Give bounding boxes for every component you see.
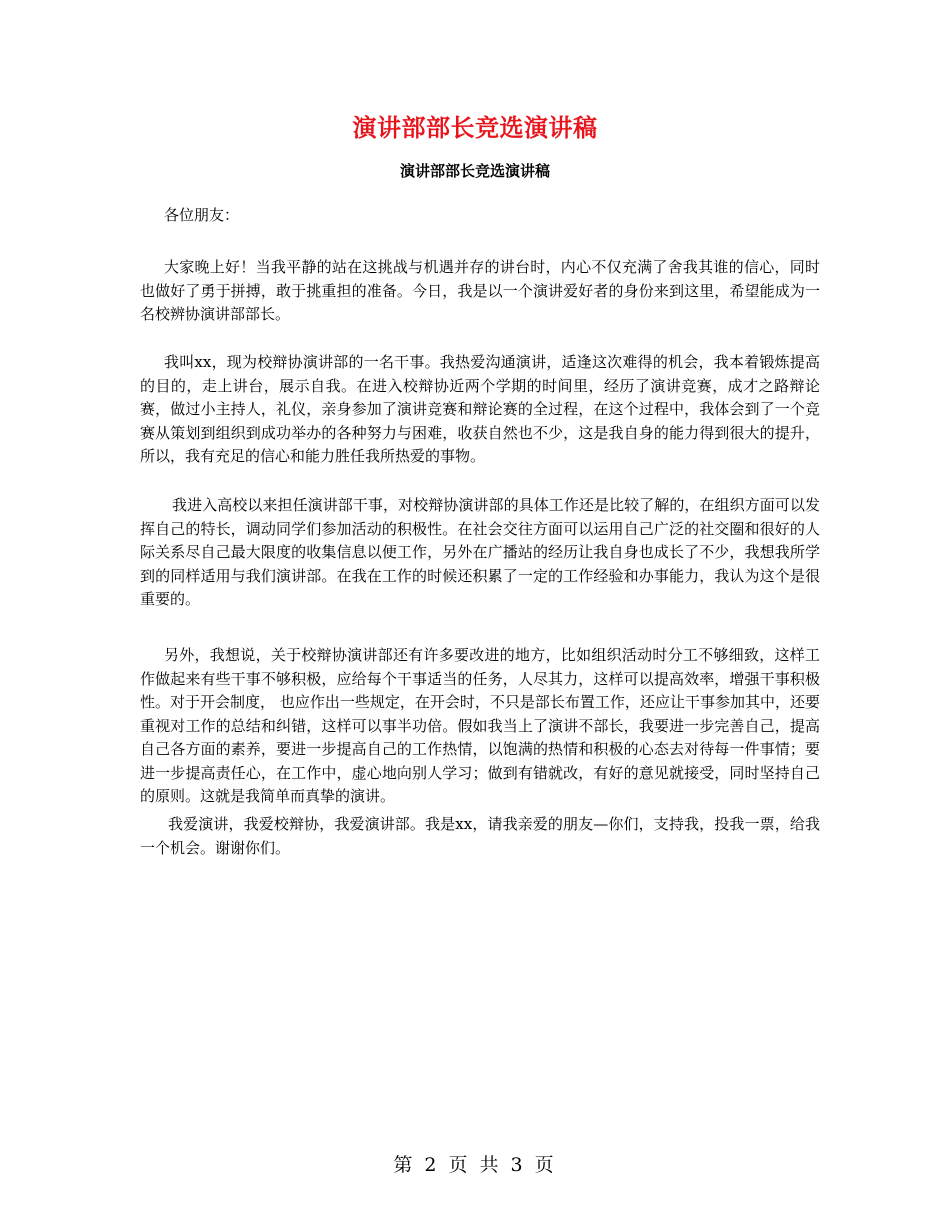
paragraph-2: 我叫xx，现为校辩协演讲部的一名干事。我热爱沟通演讲，适逢这次难得的机会，我本着锻炼提高的目的，走上讲台，展示自我。在进入校辩协近两个学期的时间里，经历了演讲竞赛，成才之路辩论赛，做过小主持人，礼仪，亲身参加了演讲竞赛和辩论赛的全过程，在这个过程中，我体会到了一个竞赛从策划到组织到成功举办的各种努力与困难，收获自然也不少，这是我自身的能力得到很大的提升，所以，我有充足的信心和能力胜任我所热爱的事物。 (140, 353, 820, 465)
document-subtitle: 演讲部部长竞选演讲稿 (399, 162, 550, 180)
salutation: 各位朋友： (164, 206, 240, 224)
paragraph-1: 大家晚上好！当我平静的站在这挑战与机遇并存的讲台时，内心不仅充满了舍我其谁的信心，同时也做好了勇于拼搏，敢于挑重担的准备。今日，我是以一个演讲爱好者的身份来到这里，希望能成为一名校辨协演讲部部长。 (140, 258, 820, 323)
page-number-footer: 第 2 页 共 3 页 (393, 1154, 557, 1176)
paragraph-4: 另外，我想说，关于校辩协演讲部还有许多要改进的地方，比如组织活动时分工不够细致，这样工作做起来有些干事不够积极，应给每个干事适当的任务，人尽其力，这样可以提高效率，增强干事积极性。对于开会制度， 也应作出一些规定，在开会时，不只是部长布置工作，还应让干事参加其中，还要重视对工作的总结和纠错，这样可以事半功倍。假如我当上了演讲不部长，我要进一步完善自己，提高自己各方面的素养，要进一步提高自己的工作热情，以饱满的热情和积极的心态去对待每一件事情；要进一步提高责任心，在工作中，虚心地向别人学习；做到有错就改，有好的意见就接受，同时坚持自己的原则。这就是我简单而真挚的演讲。 (140, 646, 820, 805)
paragraph-5: 我爱演讲，我爱校辩协，我爱演讲部。我是xx，请我亲爱的朋友—你们，支持我，投我一票，给我一个机会。谢谢你们。 (140, 815, 820, 857)
paragraph-3: 我进入高校以来担任演讲部干事，对校辩协演讲部的具体工作还是比较了解的，在组织方面可以发挥自己的特长，调动同学们参加活动的积极性。在社会交往方面可以运用自己广泛的社交圈和很好的人际关系尽自己最大限度的收集信息以便工作，另外在广播站的经历让我自身也成长了不少，我想我所学到的同样适用与我们演讲部。在我在工作的时候还积累了一定的工作经验和办事能力，我认为这个是很重要的。 (140, 496, 820, 608)
document-title: 演讲部部长竞选演讲稿 (352, 113, 598, 142)
